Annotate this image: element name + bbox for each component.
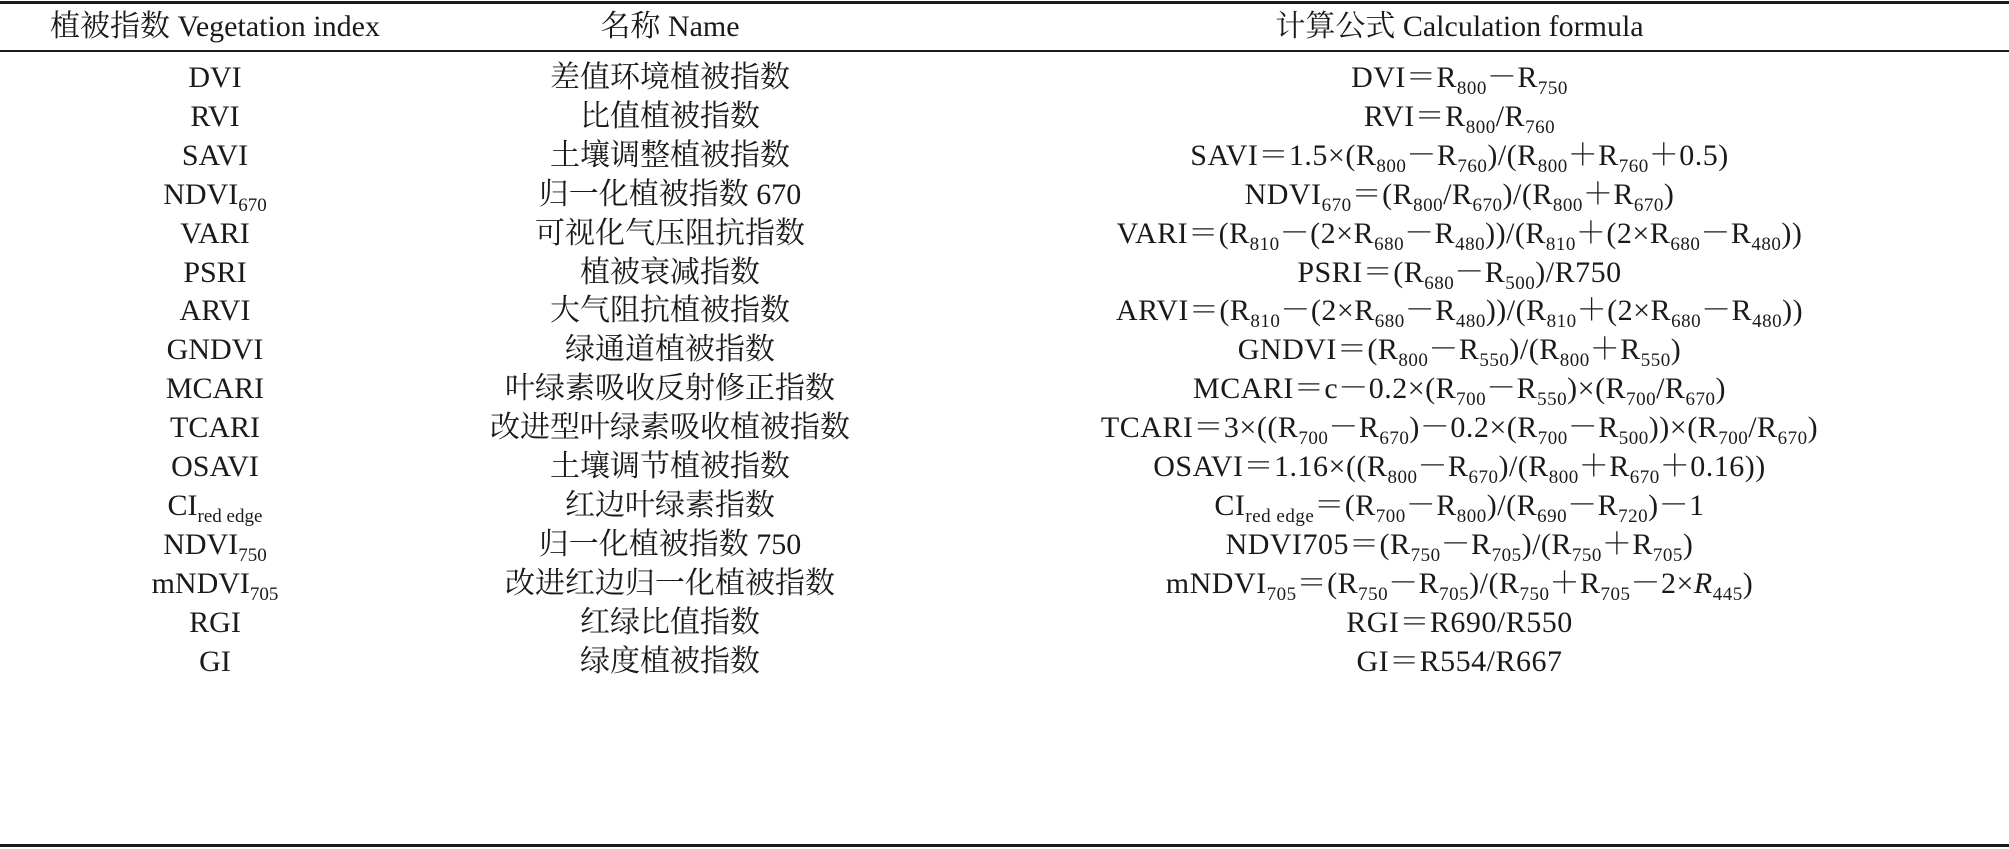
cell-index: TCARI <box>170 411 260 445</box>
cell-formula: $RVI=R_{800}/R_{760}$ <box>1363 99 1556 138</box>
cell-formula: GI＝R554/R667 <box>1356 644 1563 678</box>
cell-index: RVI <box>190 99 240 133</box>
cell-formula: $CI_{red edge}=(R_{700}-R_{800})/(R_{690}-R_{720})-1$ <box>1214 488 1705 527</box>
header-name: 名称 Name <box>600 10 740 43</box>
cell-index: SAVI <box>181 138 249 172</box>
table-row <box>0 292 2009 333</box>
cell-name: 叶绿素吸收反射修正指数 <box>505 372 835 406</box>
cell-name: 土壤调节植被指数 <box>550 450 790 483</box>
cell-formula: $NDVI_{670}=(R_{800}/R_{670})/(R_{800}+R_{670})$ <box>1244 177 1675 216</box>
cell-index: GI <box>199 644 231 678</box>
cell-name: 可视化气压阻抗指数 <box>535 216 805 250</box>
table-row <box>0 59 2009 97</box>
table-row <box>0 409 2009 450</box>
table-row <box>0 487 2009 525</box>
cell-name: 归一化植被指数 670 <box>538 177 802 211</box>
cell-formula: $PSRI=(R_{680}-R_{500})/R750$ <box>1297 255 1622 294</box>
table-row <box>0 331 2009 372</box>
table-row <box>0 643 2009 681</box>
table-row <box>0 254 2009 292</box>
table-row <box>0 604 2009 642</box>
table-row <box>0 526 2009 564</box>
cell-formula: $OSAVI=1.16\times((R_{800}-R_{670})/(R_{800}+R_{670}+0.16))$ <box>1153 450 1766 488</box>
cell-index: $CI_{red edge}$ <box>167 488 263 527</box>
cell-index: VARI <box>180 216 250 250</box>
header-calculation-formula: 计算公式 Calculation formula <box>1275 10 1644 43</box>
cell-index: DVI <box>188 61 242 94</box>
cell-name: 土壤调整植被指数 <box>550 138 790 172</box>
cell-formula: $TCARI=3\times((R_{700}-R_{670})-0.2\times(R_{700}-R_{500}))\times(R_{700}/R_{670})$ <box>1100 411 1819 450</box>
cell-index: mNDVI$_{705}$ <box>151 566 279 605</box>
header-rule <box>0 50 2009 52</box>
table-header <box>0 4 2009 50</box>
table-row <box>0 176 2009 214</box>
table-row <box>0 98 2009 136</box>
table-row <box>0 448 2009 486</box>
cell-name: 红边叶绿素指数 <box>565 488 775 522</box>
table-row <box>0 137 2009 175</box>
cell-name: 改进型叶绿素吸收植被指数 <box>490 411 850 445</box>
cell-index: GNDVI <box>166 333 264 367</box>
bottom-rule <box>0 844 2009 847</box>
cell-name: 比值植被指数 <box>580 99 760 133</box>
cell-index: $NDVI_{750}$ <box>163 527 267 566</box>
table-row <box>0 565 2009 603</box>
cell-name: 红绿比值指数 <box>580 605 760 639</box>
cell-name: 改进红边归一化植被指数 <box>505 566 835 600</box>
table-row <box>0 370 2009 411</box>
cell-formula: $MCARI=c-0.2\times(R_{700}-R_{550})\times(R_{700}/R_{670})$ <box>1193 372 1726 411</box>
cell-name: 差值环境植被指数 <box>550 61 790 94</box>
table-row <box>0 215 2009 253</box>
cell-formula: $mNDVI_{705}=(R_{750}-R_{705})/(R_{750}+R_{705}-2\times R_{445})$ <box>1165 566 1754 605</box>
cell-index: OSAVI <box>171 450 259 483</box>
cell-formula: RGI＝R690/R550 <box>1346 605 1573 639</box>
header-vegetation-index: 植被指数 Vegetation index <box>50 10 380 43</box>
cell-index: RGI <box>189 605 241 639</box>
cell-name: 大气阻抗植被指数 <box>550 294 790 328</box>
cell-formula: $NDVI705=(R_{750}-R_{705})/(R_{750}+R_{705})$ <box>1225 527 1694 566</box>
cell-formula: $VARI=(R_{810}-(2\times R_{680}-R_{480}))/(R_{810}+(2\times R_{680}-R_{480}))$ <box>1116 216 1803 255</box>
cell-formula: $ARVI=(R_{810}-(2\times R_{680}-R_{480}))/(R_{810}+(2\times R_{680}-R_{480}))$ <box>1115 294 1804 333</box>
cell-name: 绿度植被指数 <box>580 644 760 678</box>
cell-formula: $GNDVI=(R_{800}-R_{550})/(R_{800}+R_{550})$ <box>1237 333 1682 372</box>
cell-formula: $SAVI=1.5\times(R_{800}-R_{760})/(R_{800}+R_{760}+0.5)$ <box>1190 138 1729 177</box>
cell-index: $NDVI_{670}$ <box>163 177 267 216</box>
cell-index: ARVI <box>179 294 251 328</box>
cell-index: PSRI <box>183 255 247 289</box>
cell-name: 绿通道植被指数 <box>565 333 775 367</box>
cell-index: MCARI <box>165 372 265 406</box>
cell-name: 植被衰减指数 <box>580 255 760 289</box>
cell-name: 归一化植被指数 750 <box>538 527 802 561</box>
cell-formula: $DVI=R_{800}-R_{750}$ <box>1351 61 1568 99</box>
